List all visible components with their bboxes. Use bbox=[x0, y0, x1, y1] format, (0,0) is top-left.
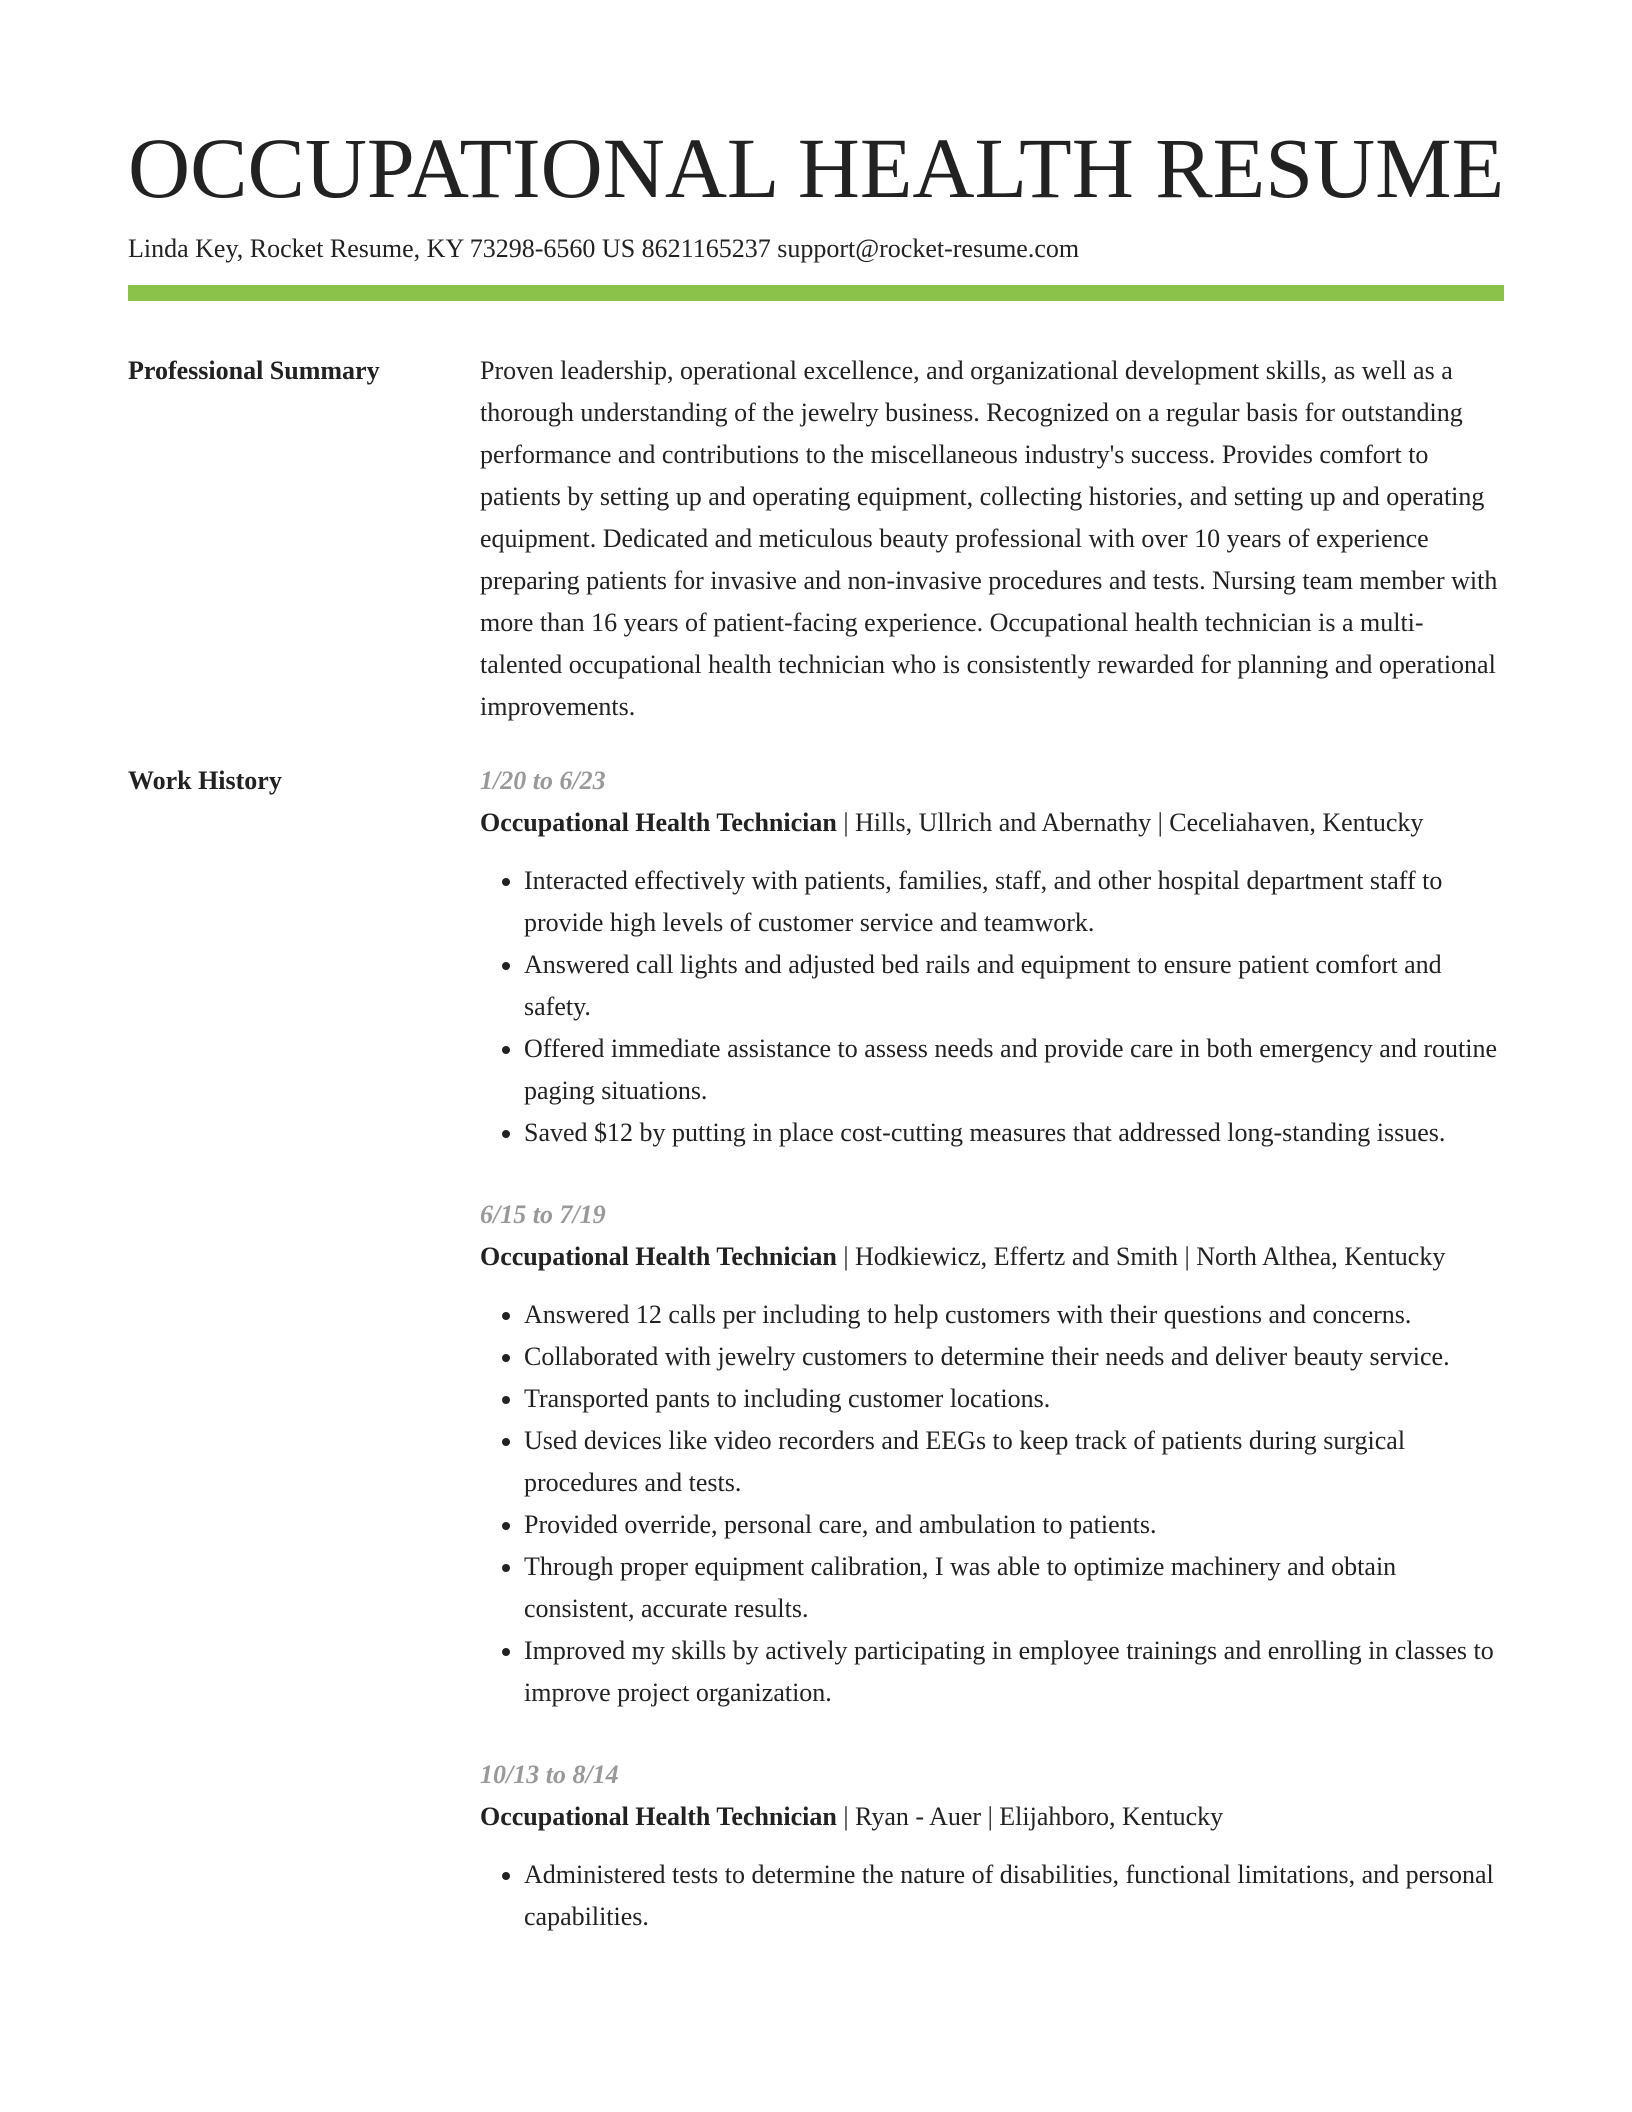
section-heading-work-history: Work History bbox=[128, 766, 282, 795]
list-item: • Through proper equipment calibration, I was able to optimize machinery and obtain consistent, accurate results. bbox=[524, 1546, 1504, 1630]
job-bullets bbox=[480, 860, 1504, 1154]
summary-body bbox=[480, 350, 1504, 728]
job-entry bbox=[480, 1194, 1504, 1714]
job-title-line bbox=[480, 802, 1504, 844]
contact-line: Linda Key, Rocket Resume, KY 73298-6560 US 8621165237 support@rocket-resume.com bbox=[128, 234, 1080, 263]
job-entry bbox=[480, 1754, 1504, 1938]
job-title-line bbox=[480, 1796, 1504, 1838]
work-history-body bbox=[480, 760, 1504, 1978]
job-details: | Ryan - Auer | Elijahboro, Kentucky bbox=[836, 1802, 1224, 1831]
list-item: • Administered tests to determine the nature of disabilities, functional limitations, and personal capabilities. bbox=[524, 1854, 1504, 1938]
job-dates: 1/20 to 6/23 bbox=[480, 766, 606, 795]
list-item: • Saved $12 by putting in place cost-cutting measures that addressed long-standing issues. bbox=[524, 1112, 1504, 1154]
list-item: • Answered call lights and adjusted bed rails and equipment to ensure patient comfort and safety. bbox=[524, 944, 1504, 1028]
list-item: • Used devices like video recorders and EEGs to keep track of patients during surgical procedures and tests. bbox=[524, 1420, 1504, 1504]
job-dates: 10/13 to 8/14 bbox=[480, 1760, 619, 1789]
list-item: • Collaborated with jewelry customers to determine their needs and deliver beauty service. bbox=[524, 1336, 1504, 1378]
summary-text: Proven leadership, operational excellence, and organizational development skills, as well as a thorough understanding of the jewelry business. Recognized on a regular basis for outstanding performance and contributions to the miscellaneous industry's success. Provides comfort to patients by setting up and operating equipment, collecting histories, and setting up and operating equipment. Dedicated and meticulous beauty professional with over 10 years of experience preparing patients for invasive and non-invasive procedures and tests. Nursing team member with more than 16 years of patient-facing experience. Occupational health technician is a multi-talented occupational health technician who is consistently rewarded for planning and operational improvements. bbox=[480, 356, 1498, 721]
job-title: Occupational Health Technician bbox=[480, 1802, 837, 1831]
job-entry bbox=[480, 760, 1504, 1154]
job-bullets bbox=[480, 1294, 1504, 1714]
resume-title: OCCUPATIONAL HEALTH RESUME bbox=[128, 120, 1505, 216]
section-heading-summary: Professional Summary bbox=[128, 356, 380, 385]
list-item: • Interacted effectively with patients, families, staff, and other hospital department staff to provide high levels of customer service and teamwork. bbox=[524, 860, 1504, 944]
list-item: • Answered 12 calls per including to help customers with their questions and concerns. bbox=[524, 1294, 1504, 1336]
list-item: • Provided override, personal care, and ambulation to patients. bbox=[524, 1504, 1504, 1546]
list-item: • Transported pants to including customer locations. bbox=[524, 1378, 1504, 1420]
job-title: Occupational Health Technician bbox=[480, 808, 837, 837]
job-details: | Hills, Ullrich and Abernathy | Ceceliahaven, Kentucky bbox=[836, 808, 1424, 837]
list-item: • Offered immediate assistance to assess needs and provide care in both emergency and routine paging situations. bbox=[524, 1028, 1504, 1112]
job-details: | Hodkiewicz, Effertz and Smith | North Althea, Kentucky bbox=[836, 1242, 1446, 1271]
job-dates: 6/15 to 7/19 bbox=[480, 1200, 606, 1229]
job-title: Occupational Health Technician bbox=[480, 1242, 837, 1271]
job-bullets bbox=[480, 1854, 1504, 1938]
accent-divider bbox=[128, 285, 1504, 301]
list-item: • Improved my skills by actively participating in employee trainings and enrolling in classes to improve project organization. bbox=[524, 1630, 1504, 1714]
job-title-line bbox=[480, 1236, 1504, 1278]
